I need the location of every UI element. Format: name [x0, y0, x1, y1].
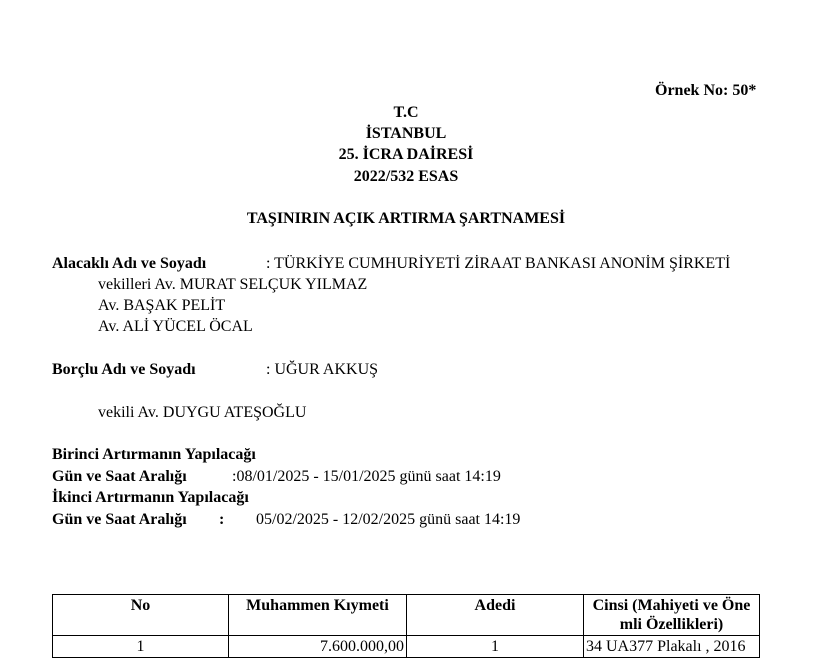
auction1-title: Birinci Artırmanın Yapılacağı [52, 446, 256, 463]
col-header-estimated-value: Muhammen Kıymeti [229, 595, 407, 636]
document-title: TAŞINIRIN AÇIK ARTIRMA ŞARTNAMESİ [246, 210, 566, 227]
table-header-row [53, 595, 760, 636]
debtor-lawyer: vekili Av. DUYGU ATEŞOĞLU [98, 404, 307, 421]
cell-no: 1 [53, 636, 229, 658]
auction2-title: İkinci Artırmanın Yapılacağı [52, 489, 249, 506]
creditor-lawyer-1: vekilleri Av. MURAT SELÇUK YILMAZ [98, 276, 368, 293]
debtor-value: : UĞUR AKKUŞ [266, 361, 379, 378]
auction1-value: :08/01/2025 - 15/01/2025 günü saat 14:19 [232, 468, 501, 485]
debtor-label: Borçlu Adı ve Soyadı [52, 361, 196, 378]
creditor-label: Alacaklı Adı ve Soyadı [52, 255, 207, 272]
auction1-label: Gün ve Saat Aralığı [52, 468, 187, 485]
col-header-type: Cinsi (Mahiyeti ve Öne mli Özellikleri) [584, 595, 760, 636]
auction2-label: Gün ve Saat Aralığı [52, 511, 187, 528]
cell-quantity: 1 [407, 636, 584, 658]
col-header-quantity: Adedi [407, 595, 584, 636]
creditor-lawyer-3: Av. ALİ YÜCEL ÖCAL [98, 318, 253, 335]
table-row [53, 636, 760, 658]
creditor-value: : TÜRKİYE CUMHURİYETİ ZİRAAT BANKASI ANONİM ŞİRKETİ [266, 255, 731, 272]
auction2-colon: : [219, 511, 225, 528]
cell-estimated-value: 7.600.000,00 [229, 636, 407, 658]
header-city: İSTANBUL [365, 125, 447, 142]
header-case-number: 2022/532 ESAS [353, 168, 459, 185]
header-country: T.C [393, 104, 419, 121]
goods-table [52, 594, 760, 658]
sample-number: Örnek No: 50* [655, 82, 757, 99]
cell-type: 34 UA377 Plakalı , 2016 [584, 636, 760, 658]
creditor-lawyer-2: Av. BAŞAK PELİT [98, 297, 226, 314]
header-office: 25. İCRA DAİRESİ [338, 146, 474, 163]
auction2-value: 05/02/2025 - 12/02/2025 günü saat 14:19 [256, 511, 521, 528]
col-header-no: No [53, 595, 229, 636]
